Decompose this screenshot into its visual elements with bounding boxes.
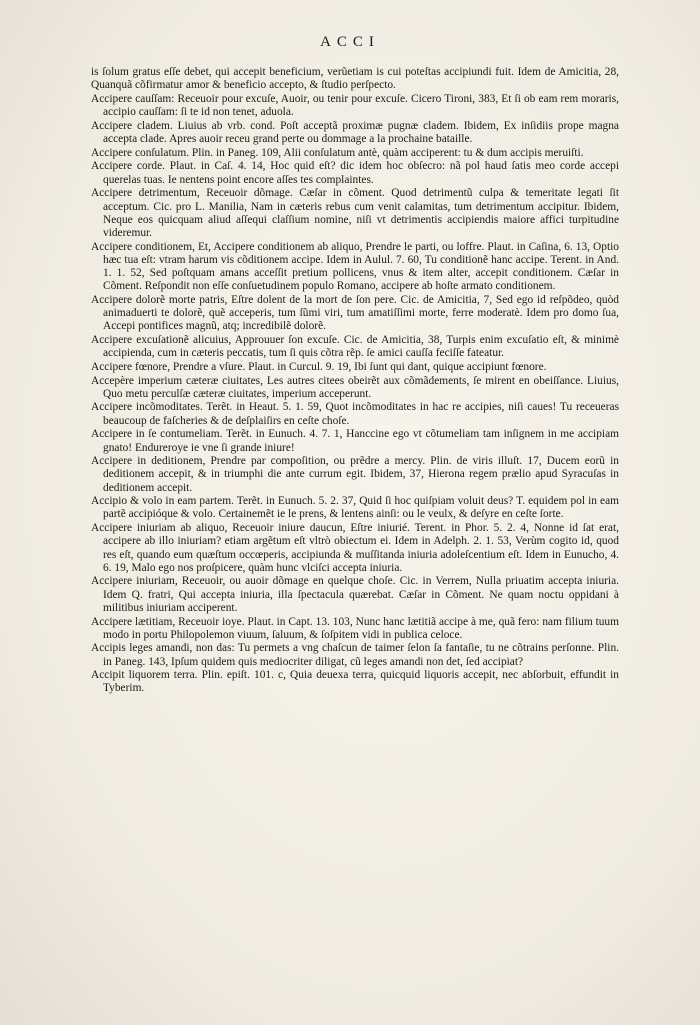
entry-accipere-foenore: Accipere fœnore, Prendre a vſure. Plaut. in Curcul. 9. 19, Ibi ſunt qui dant, quique accipiunt fœnore. [91, 360, 547, 373]
entry-accipere-in-deditionem: Accipere in deditionem, Prendre par compoſition, ou prẽdre a mercy. Plin. de viris illuſt. 17, Ducem eorũ in deditionem accepit, & in triumphi die ante currum egit. Ibidem, 37, Hierona regem prælio apud Syracuſas in deditionem accepit. [91, 455, 619, 494]
entry-accipere-excusationem: Accipere excuſationẽ alicuius, Approuuer ſon excuſe. Cic. de Amicitia, 38, Turpis enim excuſatio eſt, & minimè accipienda, cum in cæteris peccatis, tum ſi quis cõtra rẽp. ſe amici cauſſa feciſſe fateatur. [91, 333, 619, 360]
entry-accipere-iniuriam-ab-aliquo: Accipere iniuriam ab aliquo, Receuoir iniure daucun, Eſtre iniurié. Terent. in Phor. 5. 2. 4, Nonne id ſat erat, accipere ab illo iniuriam? etiam argẽtum eſt vltrò obiectum ei. Idem in Adelph. 2. 1. 53, Verùm cogito id, quod res eſt, quando eum quæſtum occœperis, accipiunda & muſſitanda iniuria adoleſcentium eſt. Idem in Eunucho, 4. 6. 19, Malo ego nos proſpicere, quàm hunc vlciſci accepta iniuria. [91, 522, 619, 574]
entry-accipere-cladem: Accipere cladem. Liuius ab vrb. cond. Poſt acceptã proximæ pugnæ cladem. Ibidem, Ex inſidiis prope magna accepta clade. Apres auoir receu grand perte ou dommage a la prochaine bataille. [91, 119, 619, 145]
running-head: ACCI [320, 34, 380, 50]
entry-accipio-et-volo: Accipio & volo in eam partem. Terẽt. in Eunuch. 5. 2. 37, Quid ſi hoc quiſpiam voluit deus? T. equidem pol in eam partẽ accipióque & volo. Certainemẽt ie le prens, & lentens ainſi: ou le veulx, & deſyre en ceſte ſorte. [91, 495, 619, 521]
entry-accipere-iniuriam: Accipere iniuriam, Receuoir, ou auoir dõmage en quelque choſe. Cic. in Verrem, Nulla priuatim accepta iniuria. Idem Q. fratri, Qui accepta iniuria, illa ſpectacula quærebat. Cæſar in Cõment. Ne quam noctu oppidani à militibus iniuriam acciperent. [91, 575, 619, 614]
entry-accipit-liquorem: Accipit liquorem terra. Plin. epiſt. 101. c, Quia deuexa terra, quicquid liquoris accepit, nec abſorbuit, effundit in Tyberim. [91, 669, 619, 695]
entry-accipere-contumeliam: Accipere in ſe contumeliam. Terẽt. in Eunuch. 4. 7. 1, Hanccine ego vt cõtumeliam tam inſignem in me accipiam gnato! Endureroye ie vne ſi grande iniure! [91, 428, 619, 454]
entry-accipere-conditionem: Accipere conditionem, Et, Accipere conditionem ab aliquo, Prendre le parti, ou loffre. Plaut. in Caſina, 6. 13, Optio hæc tua eſt: vtram harum vis cõditionem accipe. Idem in Aulul. 7. 60, Tu conditionẽ hanc accipe. Terent. in And. 1. 1. 52, Sed poſtquam amans acceſſit pretium pollicens, vnus & item alter, accepit conditionem. Cæſar in Cõment. Reſpondit non eſſe conſuetudinem populo Romano, accipere ab hoſte armato conditionem. [91, 240, 619, 293]
entry-accipere-corde: Accipere corde. Plaut. in Caſ. 4. 14, Hoc quid eſt? dic idem hoc obſecro: nã pol haud ſatis meo corde accepi querelas tuas. Ie nentens point encore aſſes tes complaintes. [91, 160, 619, 186]
entry-accipere-laetitiam: Accipere lætitiam, Receuoir ioye. Plaut. in Capt. 13. 103, Nunc hanc lætitiã accipe à me, quã fero: nam filium tuum modo in portu Philopolemon viuum, ſaluum, & ſoſpitem vidi in publica celoce. [91, 615, 619, 641]
entry-accipere-caussam: Accipere cauſſam: Receuoir pour excuſe, Auoir, ou tenir pour excuſe. Cicero Tironi, 383, Et ſi ob eam rem moraris, accipio cauſſam: ſi te id non tenet, aduola. [91, 92, 619, 119]
entry-accipis-leges: Accipis leges amandi, non das: Tu permets a vng chaſcun de taimer ſelon ſa fantaſie, tu ne cõtrains perſonne. Plin. in Paneg. 143, Ipſum quidem quis mediocriter diligat, cũ leges amandi non det, ſed accipiat? [91, 642, 619, 668]
entry-accipere-incommoditates: Accipere incõmoditates. Terẽt. in Heaut. 5. 1. 59, Quot incõmoditates in hac re accipies, niſi caues! Tu receueras beaucoup de faſcheries & de deſplaiſirs en ceſte choſe. [91, 401, 619, 427]
entry-accepere-imperium: Accepère imperium cæteræ ciuitates, Les autres citees obeirẽt aux cõmãdements, ſe mirent en obeiſſance. Liuius, Quo metu perculſæ cæteræ ciuitates, imperium acceperunt. [91, 374, 619, 400]
entry-accipere-dolorem: Accipere dolorẽ morte patris, Eſtre dolent de la mort de ſon pere. Cic. de Amicitia, 7, Sed ego id reſpõdeo, quòd animaduerti te dolorẽ, quẽ acceperis, tum ſũmi viri, tum amatiſſimi morte, ferre moderatè. Idem pro domo ſua, Accepi pontifices magnũ, atq; incredibilẽ dolorẽ. [91, 293, 619, 333]
dictionary-column [91, 66, 619, 696]
entry-continuation: is ſolum gratus eſſe debet, qui accepit beneficium, verũetiam is cui poteſtas accipiundi fuit. Idem de Amicitia, 28, Quanquã cõfirmatur amor & beneficio accepto, & ſtudio perſpecto. [91, 66, 619, 92]
entry-accipere-detrimentum: Accipere detrimentum, Receuoir dõmage. Cæſar in cõment. Quod detrimentũ culpa & temeritate legati ſit acceptum. Cic. pro L. Manilia, Nam in cæteris rebus cum venit calamitas, tum detrimentum accipitur. Ibidem, Neque eos quicquam aliud aſſequi claſſium nomine, niſi vt detrimentis accipiendis maiore affici turpitudine videremur. [91, 187, 619, 239]
entry-accipere-consulatum: Accipere conſulatum. Plin. in Paneg. 109, Alii conſulatum antè, quàm acciperent: tu & dum accipis meruiſti. [91, 146, 584, 159]
